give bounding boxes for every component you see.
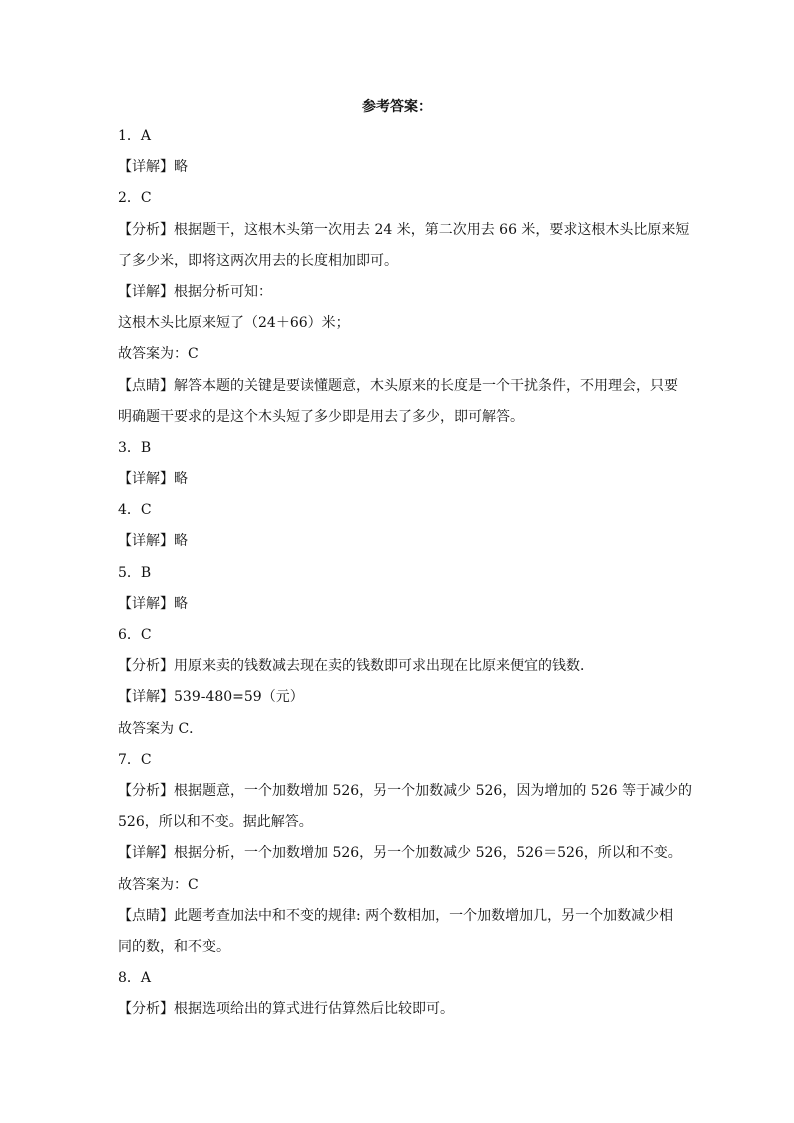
answer-line: 【详解】539-480=59（元） xyxy=(118,689,304,706)
answer-line: 【分析】根据题意，一个加数增加 526，另一个加数减少 526，因为增加的 526 等于减少的 xyxy=(118,782,692,799)
answer-line: 【点睛】解答本题的关键是要读懂题意，木头原来的长度是一个干扰条件，不用理会，只要 xyxy=(118,377,678,394)
answer-line: 【详解】略 xyxy=(118,595,188,612)
answer-line: 【详解】略 xyxy=(118,533,188,550)
answer-line: 5．B xyxy=(118,564,152,581)
answer-line: 故答案为：C xyxy=(118,876,199,893)
answer-line: 故答案为 C． xyxy=(118,720,204,737)
answer-line: 6．C xyxy=(118,627,152,643)
page-title: 参考答案： xyxy=(362,99,432,115)
answer-line: 526，所以和不变。据此解答。 xyxy=(118,814,313,831)
answer-content xyxy=(118,121,692,1025)
answer-line: 3．B xyxy=(118,439,152,456)
answer-line: 【分析】根据选项给出的算式进行估算然后比较即可。 xyxy=(118,1001,454,1018)
answer-line: 4．C xyxy=(118,502,152,519)
answer-line: 【详解】根据分析，一个加数增加 526，另一个加数减少 526，526＝526，所以和不变。 xyxy=(118,845,682,862)
answer-line: 明确题干要求的是这个木头短了多少即是用去了多少，即可解答。 xyxy=(118,408,524,425)
answer-line: 【点睛】此题考查加法中和不变的规律: 两个数相加，一个加数增加几，另一个加数减少相 xyxy=(118,907,674,924)
answer-line: 了多少米，即将这两次用去的长度相加即可。 xyxy=(118,252,398,269)
answer-line: 1．A xyxy=(118,128,152,144)
answer-line: 【分析】根据题干，这根木头第一次用去 24 米，第二次用去 66 米，要求这根木头比原来短 xyxy=(118,221,690,238)
answer-line: 2．C xyxy=(118,190,152,207)
answer-line: 7．C xyxy=(118,751,152,768)
answer-line: 【详解】根据分析可知： xyxy=(118,283,272,300)
answer-line: 【分析】用原来卖的钱数减去现在卖的钱数即可求出现在比原来便宜的钱数． xyxy=(118,658,594,675)
answer-line: 故答案为：C xyxy=(118,346,199,363)
answer-line: 这根木头比原来短了（24＋66）米； xyxy=(118,315,350,332)
answer-line: 同的数，和不变。 xyxy=(118,938,230,955)
answer-line: 8．A xyxy=(118,970,152,987)
answer-line: 【详解】略 xyxy=(118,471,188,488)
answer-line: 【详解】略 xyxy=(118,159,188,176)
